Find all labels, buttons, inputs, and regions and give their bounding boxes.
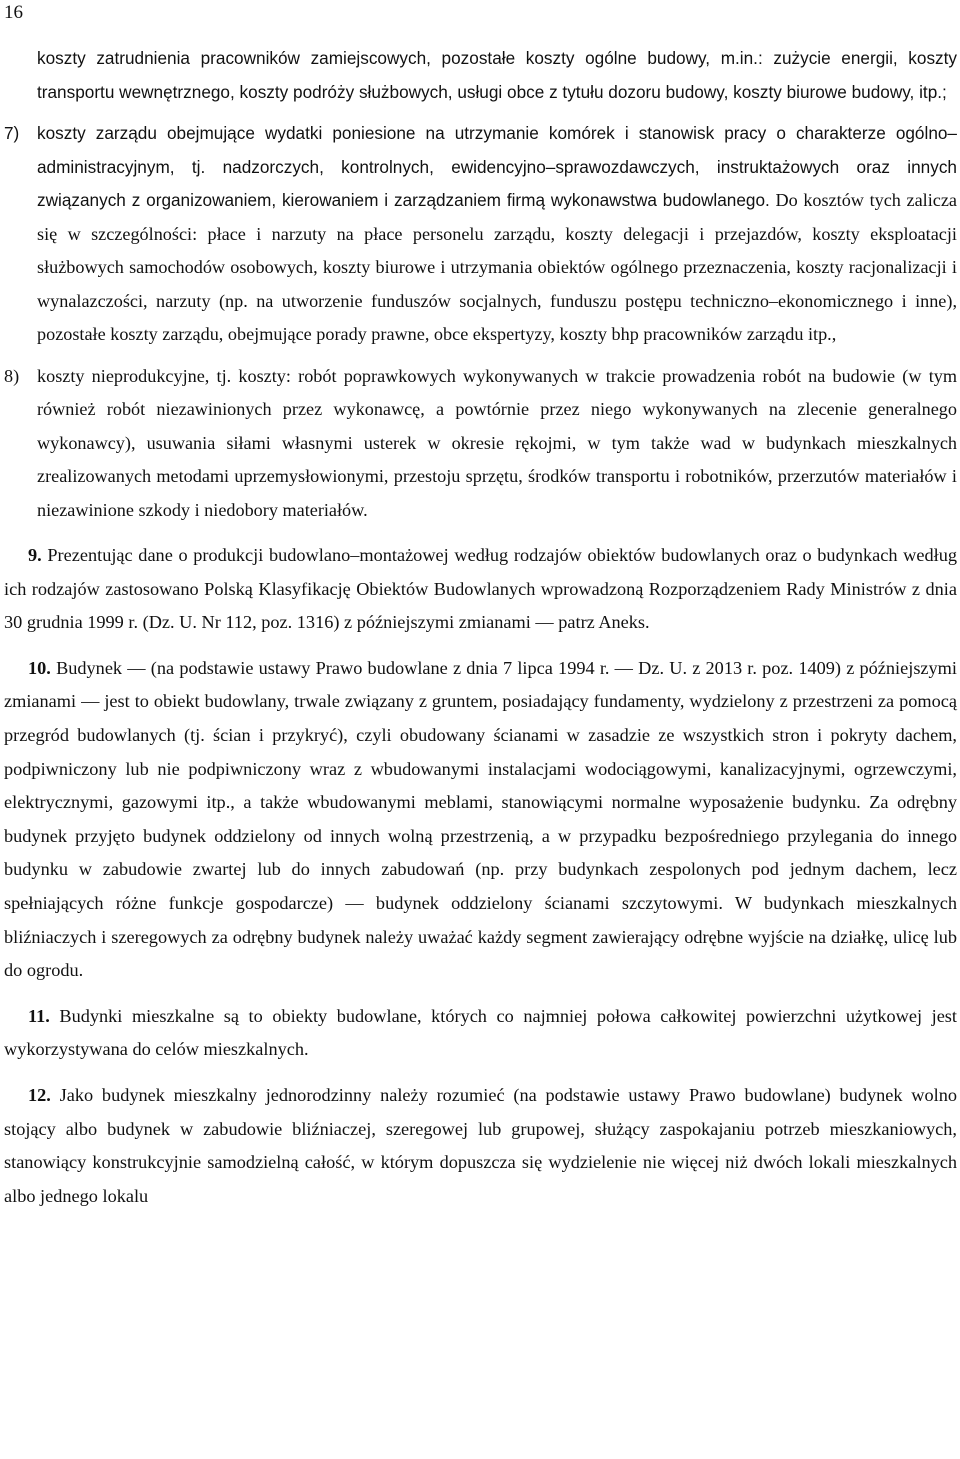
paragraph-9-number: 9. xyxy=(28,545,42,565)
continuation-text: koszty zatrudnienia pracowników zamiejscowych, pozostałe koszty ogólne budowy, m.in.: zużycie energii, koszty transportu wewnętrznego, koszty podróży służbowych, usługi obce z tytułu dozoru budowy, koszty biurowe budowy, itp.; xyxy=(37,48,957,102)
paragraph-11 xyxy=(4,1000,957,1067)
paragraph-10-number: 10. xyxy=(28,657,51,678)
list-marker-8: 8) xyxy=(4,365,20,386)
paragraph-11-text: Budynki mieszkalne są to obiekty budowlane, których co najmniej połowa całkowitej powierzchni użytkowej jest wykorzystywana do celów mieszkalnych. xyxy=(4,1005,957,1060)
paragraph-9 xyxy=(4,539,957,640)
paragraph-12 xyxy=(4,1079,957,1213)
paragraph-11-number: 11. xyxy=(28,1005,50,1026)
document-body xyxy=(4,42,957,1225)
list-item-7 xyxy=(4,117,957,352)
list-marker-7: 7) xyxy=(4,123,20,143)
paragraph-9-text: Prezentując dane o produkcji budowlano–montażowej według rodzajów obiektów budowlanych oraz o budynkach według ich rodzajów zastosowano Polską Klasyfikację Obiektów Budowlanych wprowadzoną Rozporządzeniem Rady Ministrów z dnia 30 grudnia 1999 r. (Dz. U. Nr 112, poz. 1316) z późniejszymi zmianami — patrz Aneks. xyxy=(4,545,957,633)
item-8-text: koszty nieprodukcyjne, tj. koszty: robót poprawkowych wykonywanych w trakcie prowadzenia robót na budowie (w tym również robót niezawinionych przez wykonawcę, a powtórnie przez niego wykonywanych na zlecenie generalnego wykonawcy), usuwania siłami własnymi usterek w okresie rękojmi, w tym także wad w budynkach mieszkalnych zrealizowanych metodami uprzemysłowionymi, przestoju sprzętu, środków transportu i robotników, przerzutów materiałów i niezawinione szkody i niedobory materiałów. xyxy=(37,365,957,520)
list-item-8 xyxy=(4,360,957,528)
paragraph-12-number: 12. xyxy=(28,1084,51,1105)
paragraph-10-text: Budynek — (na podstawie ustawy Prawo budowlane z dnia 7 lipca 1994 r. — Dz. U. z 2013 r. poz. 1409) z późniejszymi zmianami — jest to obiekt budowlany, trwale związany z gruntem, posiadający fundamenty, wydzielony z przestrzeni za pomocą przegród budowlanych (tj. ścian i przykryć), czyli obudowany ścianami w zasadzie ze wszystkich stron i pokryty dachem, podpiwniczony lub nie podpiwniczony wraz z wbudowanymi instalacjami wodociągowymi, kanalizacyjnymi, ogrzewczymi, elektrycznymi, gazowymi itp., a także wbudowanymi meblami, stanowiącymi normalne wyposażenie budynku. Za odrębny budynek przyjęto budynek oddzielony od innych wolną przestrzenią, a w przypadku bezpośredniego przylegania do innego budynku w zabudowie zwartej lub do innych zabudowań (np. przy budynkach zespolonych pod jednym dachem, lecz spełniających różne funkcje gospodarcze) — budynek oddzielony ścianami szczytowymi. W budynkach mieszkalnych bliźniaczych i szeregowych za odrębny budynek należy uważać każdy segment zawierający odrębne wyjście na działkę, ulicę lub do ogrodu. xyxy=(4,657,957,981)
item-7-text-serif: Do kosztów tych zalicza się w szczególności: płace i narzuty na płace personelu zarządu, koszty delegacji i przejazdów, koszty eksploatacji służbowych samochodów osobowych, koszty biurowe i utrzymania obiektów ogólnego przeznaczenia, koszty racjonalizacji i wynalazczości, narzuty (np. na utworzenie funduszów socjalnych, funduszu postępu techniczno–ekonomicznego i inne), pozostałe koszty zarządu, obejmujące porady prawne, obce ekspertyzy, koszty bhp pracowników zarządu itp., xyxy=(37,190,957,344)
page-number: 16 xyxy=(4,2,23,23)
paragraph-12-text: Jako budynek mieszkalny jednorodzinny należy rozumieć (na podstawie ustawy Prawo budowlane) budynek wolno stojący albo budynek w zabudowie bliźniaczej, szeregowej lub grupowej, służący zaspokajaniu potrzeb mieszkaniowych, stanowiący konstrukcyjnie samodzielną całość, w którym dopuszcza się wydzielenie nie więcej niż dwóch lokali mieszkalnych albo jednego lokalu xyxy=(4,1084,957,1206)
item-7-text-sans: koszty zarządu obejmujące wydatki poniesione na utrzymanie komórek i stanowisk pracy o charakterze ogólno–administracyjnym, tj. nadzorczych, kontrolnych, ewidencyjno–sprawozdawczych, instruktażowych oraz innych związanych z organizowaniem, kierowaniem i zarządzaniem firmą wykonawstwa budowlanego. xyxy=(37,123,957,210)
paragraph-10 xyxy=(4,652,957,988)
list-continuation xyxy=(4,42,957,109)
